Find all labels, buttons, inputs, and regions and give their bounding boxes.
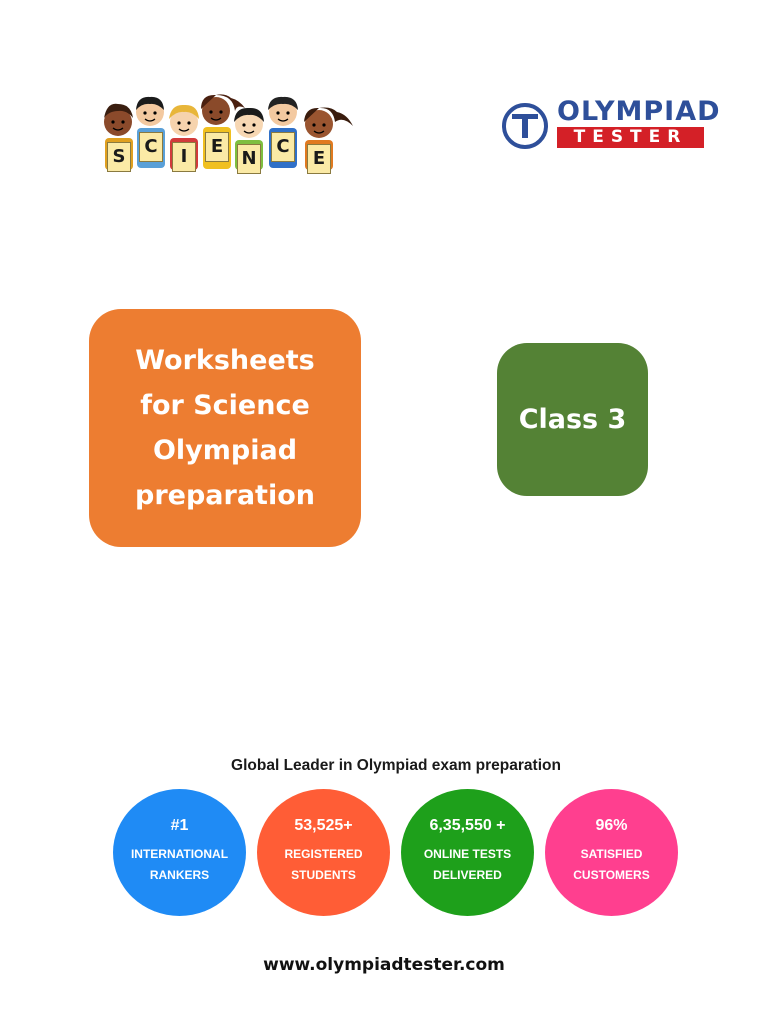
title-line: Worksheets [135, 345, 315, 376]
worksheet-title [135, 338, 315, 518]
letter-card: S [107, 142, 131, 172]
letter-card: C [271, 132, 295, 162]
stat-value: 96% [595, 817, 628, 834]
stat-label-line-1: ONLINE TESTS [423, 847, 512, 861]
letter-card: N [237, 144, 261, 174]
stat-satisfied-customers [545, 789, 678, 916]
title-line: for Science [140, 390, 310, 421]
stat-online-tests-delivered [401, 789, 534, 916]
stat-label-line-1: REGISTERED [284, 847, 363, 861]
class-label-box [497, 343, 648, 496]
stat-value: 6,35,550 + [429, 817, 506, 834]
stat-label-line-1: INTERNATIONAL [130, 847, 229, 861]
letter-card: E [205, 132, 229, 162]
stat-label-line-1: SATISFIED [580, 847, 643, 861]
olympiad-tester-word-2: TESTER [557, 127, 704, 148]
stat-label-line-2: STUDENTS [291, 868, 356, 882]
stat-value: 53,525+ [294, 817, 353, 834]
stat-label-line-2: DELIVERED [433, 868, 502, 882]
letter-card: E [307, 144, 331, 174]
stat-international-rankers [113, 789, 246, 916]
olympiad-tester-logo [500, 96, 721, 150]
olympiad-tester-emblem-icon [500, 102, 550, 150]
science-logo [97, 92, 359, 176]
olympiad-tester-word-1: OLYMPIAD [557, 96, 721, 127]
worksheet-title-box [89, 309, 361, 547]
stat-value: #1 [170, 817, 189, 834]
letter-card: I [172, 142, 196, 172]
title-line: preparation [135, 480, 315, 511]
stat-label-line-2: RANKERS [149, 868, 210, 882]
website-url: www.olympiadtester.com [263, 955, 505, 975]
stats-heading: Global Leader in Olympiad exam preparation [231, 757, 561, 774]
stat-label-line-2: CUSTOMERS [573, 868, 650, 882]
class-label: Class 3 [518, 404, 627, 435]
stat-registered-students [257, 789, 390, 916]
letter-card: C [139, 132, 163, 162]
title-line: Olympiad [152, 435, 298, 466]
